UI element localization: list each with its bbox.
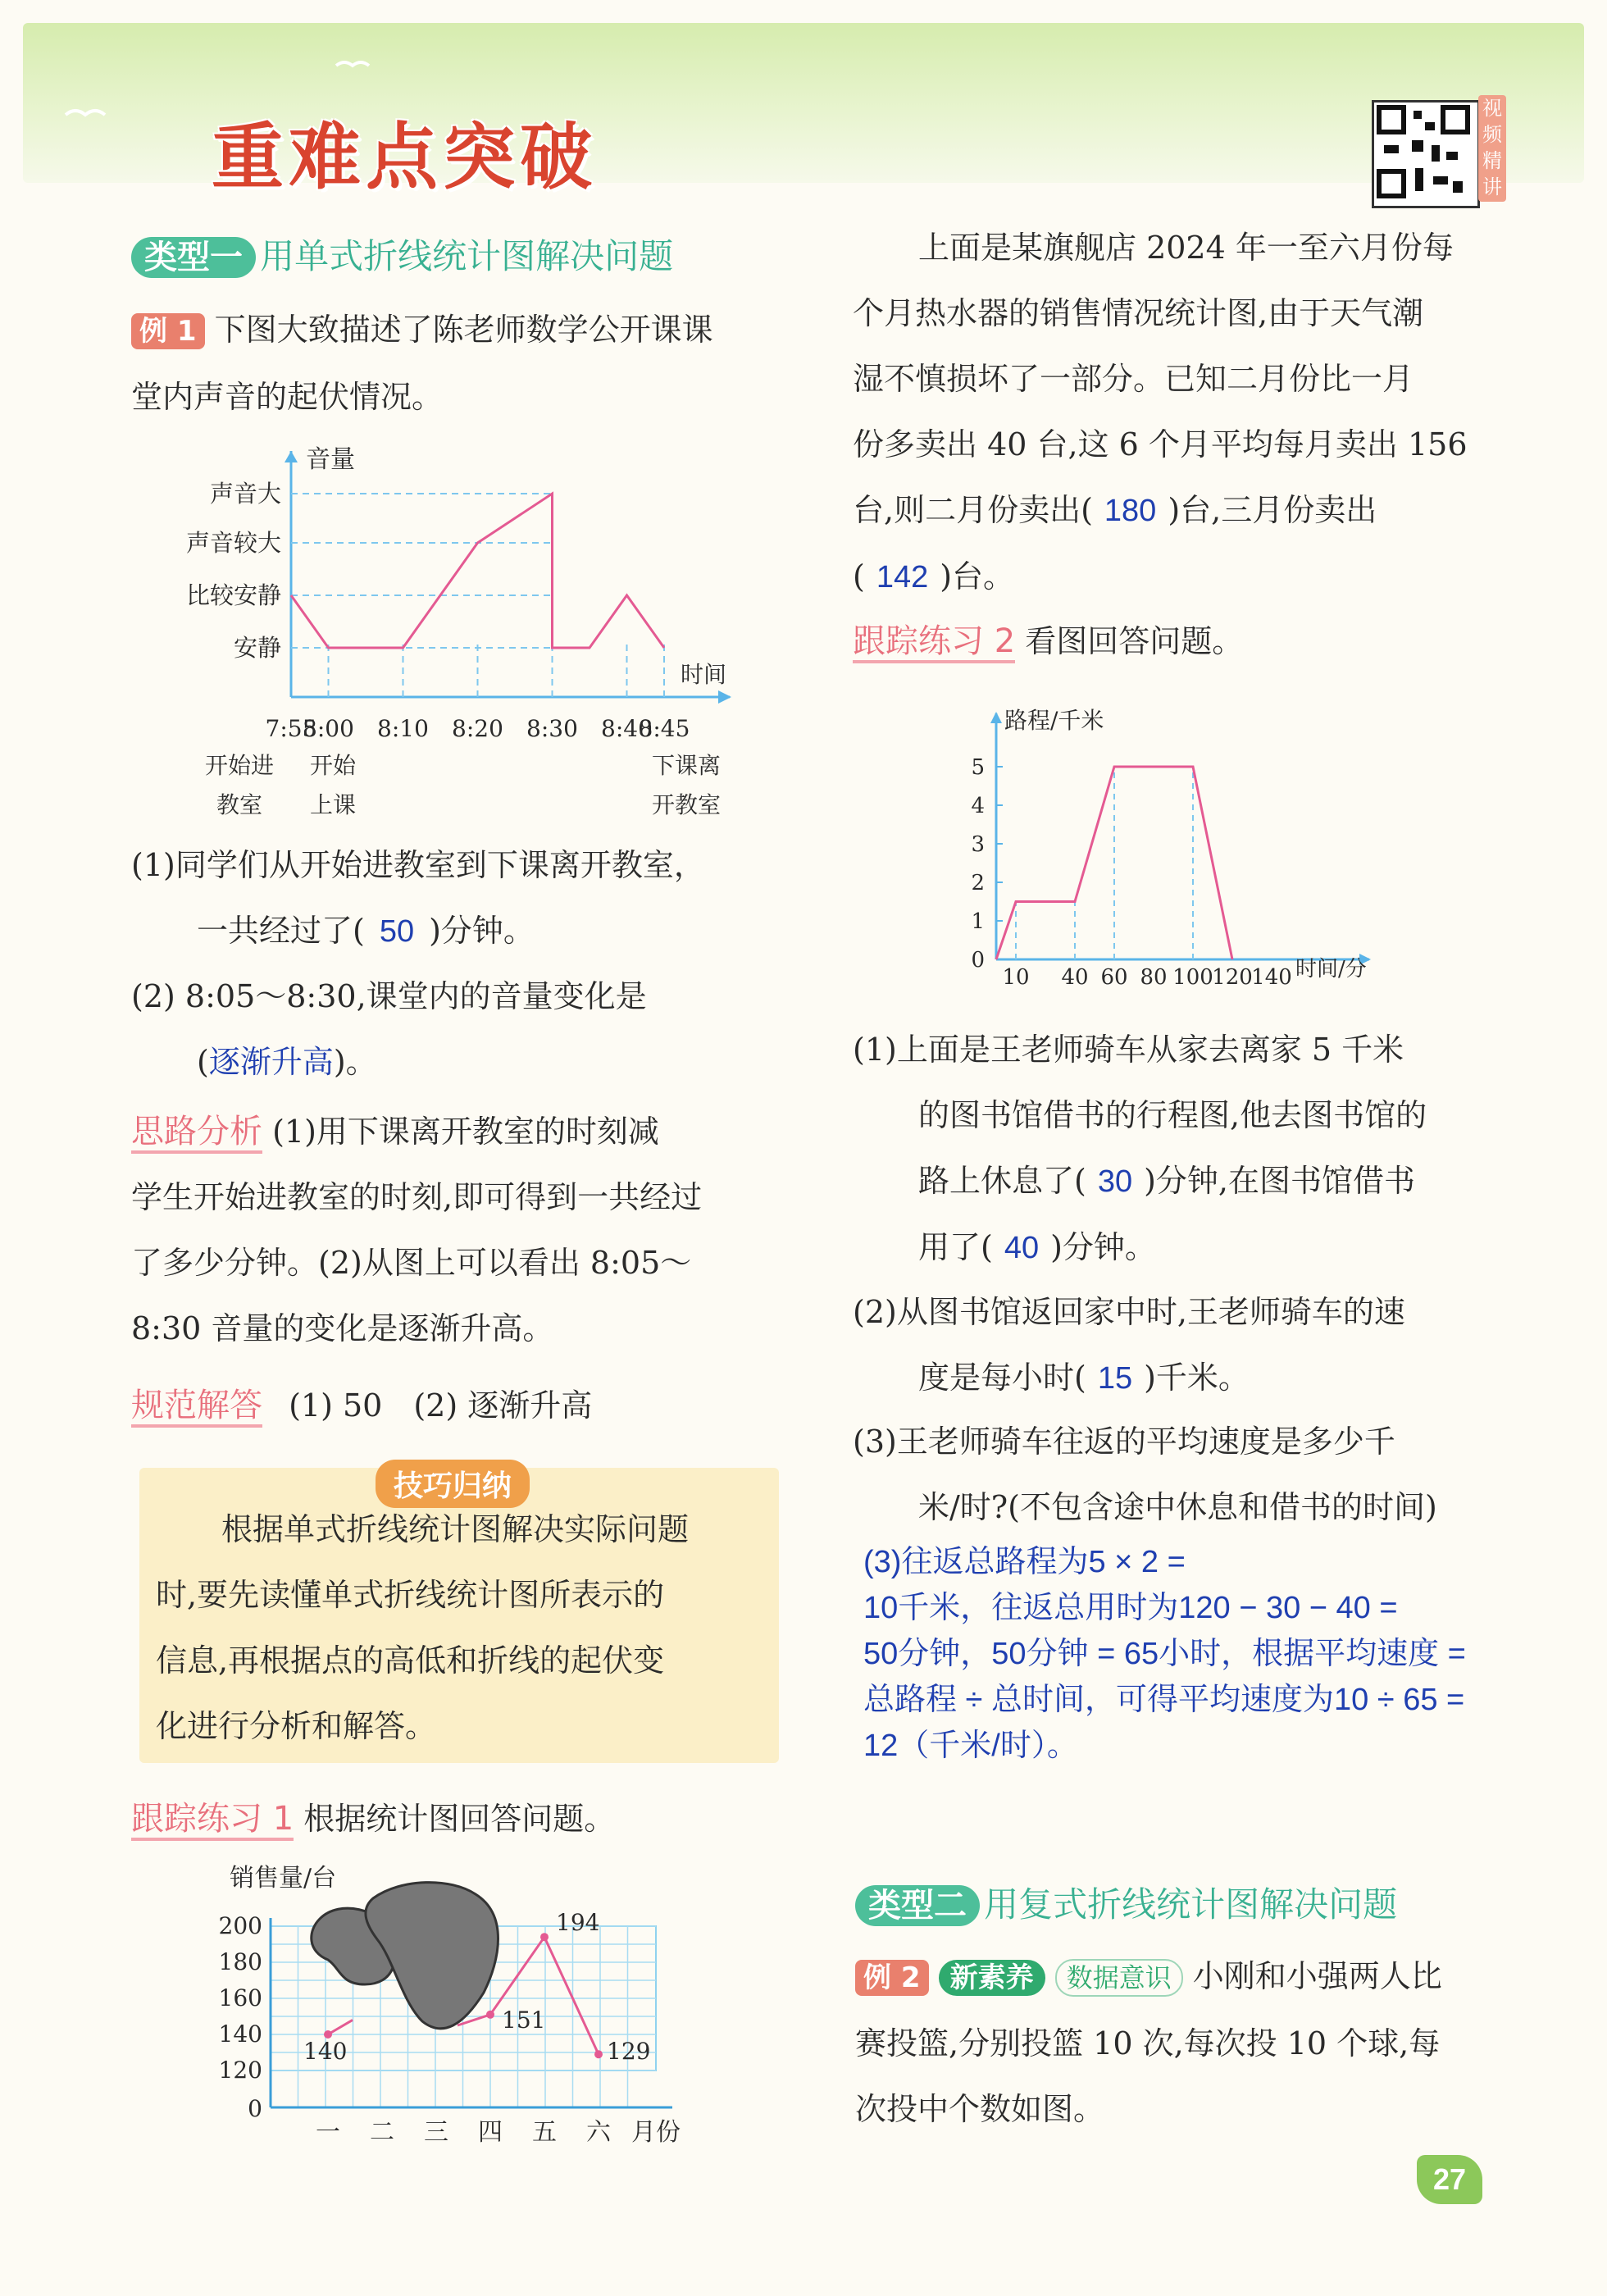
tip-head: 技巧归纳	[376, 1460, 530, 1508]
data-label: 151	[502, 2006, 546, 2034]
y-tick-label: 5	[971, 755, 985, 780]
y-tick-label: 160	[218, 1984, 262, 2011]
data-label: 194	[556, 1909, 600, 1937]
x-axis-label: 时间	[681, 661, 727, 688]
x-axis-label: 月份	[631, 2118, 681, 2147]
x-tick-label: 四	[478, 2118, 503, 2147]
y-axis-arrow	[990, 712, 1002, 723]
right-q2: (2)从图书馆返回家中时,王老师骑车的速 度是每小时( 15 )千米。	[853, 1294, 1405, 1396]
practice1-head: 跟踪练习 1	[131, 1800, 294, 1841]
type2-heading	[855, 1878, 1397, 1927]
tip-text: 根据单式折线统计图解决实际问题 时,要先读懂单式折线统计图所表示的 信息,再根据点的高低和折线的起伏变 化进行分析和解答。	[156, 1511, 690, 1744]
practice1-heading: 跟踪练习 1 根据统计图回答问题。	[131, 1786, 804, 1852]
answer-180: 180	[1104, 494, 1157, 528]
sales-line-fragment	[328, 2020, 353, 2034]
y-level-label: 安静	[233, 634, 281, 662]
x-tick-label: 二	[370, 2118, 394, 2147]
analysis-block: 思路分析 (1)用下课离开教室的时刻减 学生开始进教室的时刻,即可得到一共经过 了多少分钟。(2)从图上可以看出 8:05～ 8:30 音量的变化是逐渐升高。	[131, 1113, 703, 1346]
type2-title: 用复式折线统计图解决问题	[984, 1884, 1398, 1925]
question1: (1)同学们从开始进教室到下课离开教室， 一共经过了( 50 )分钟。	[131, 847, 705, 949]
example1-line2: 堂内声音的起伏情况。	[131, 379, 444, 415]
damaged-area	[366, 1883, 498, 2029]
y-tick-label: 4	[971, 794, 985, 818]
x-tick-label: 40	[1061, 965, 1089, 990]
x-tick-label: 140	[1251, 965, 1292, 990]
y-tick-label: 3	[971, 832, 985, 857]
data-awareness-badge: 数据意识	[1055, 1959, 1183, 1997]
y-level-label: 声音大	[209, 480, 281, 508]
y-tick-label: 140	[218, 2020, 262, 2048]
data-label: 140	[303, 2038, 348, 2065]
answer-15: 15	[1097, 1361, 1133, 1396]
x-axis-arrow	[718, 690, 731, 704]
x-tick-label: 三	[424, 2118, 448, 2147]
note-start-class: 开始 上课	[310, 752, 357, 818]
x-tick-label: 100	[1172, 965, 1213, 990]
answer-40: 40	[1004, 1231, 1040, 1265]
x-tick-label: 120	[1212, 965, 1253, 990]
answer-rising: 逐渐升高	[208, 1046, 334, 1080]
literacy-badge: 新素养	[939, 1960, 1045, 1996]
page-number: 27	[1417, 2155, 1482, 2204]
sales-line-segment	[544, 1937, 599, 2054]
x-tick-label: 一	[316, 2118, 340, 2147]
sales-chart	[205, 1861, 730, 2148]
y-tick-label: 2	[971, 871, 985, 895]
example1-text	[131, 297, 787, 430]
x-tick-label: 8:00	[303, 715, 354, 742]
standard-answer-head: 规范解答	[131, 1387, 262, 1428]
y-tick-label: 0	[971, 948, 985, 973]
x-tick-label: 六	[586, 2118, 611, 2147]
example1-line1: 下图大致描述了陈老师数学公开课课	[214, 312, 713, 348]
type1-heading	[131, 230, 673, 279]
y-level-label: 比较安静	[185, 581, 281, 609]
y-axis-label: 路程/千米	[1004, 707, 1104, 734]
example2-text: 例 2 新素养 数据意识 小刚和小强两人比 赛投篮,分别投篮 10 次,每次投 10 个球,每 次投中个数如图。	[855, 1958, 1442, 2127]
y-tick-label: 180	[218, 1948, 262, 1975]
answer-50: 50	[379, 914, 415, 949]
practice2-heading: 跟踪练习 2 看图回答问题。	[853, 608, 1541, 674]
standard-answer: 规范解答 (1) 50 (2) 逐渐升高	[131, 1373, 804, 1438]
video-label: 视频精讲	[1478, 95, 1506, 202]
example1-tag: 例 1	[131, 313, 205, 349]
x-tick-label: 8:20	[452, 715, 503, 742]
page-title: 重难点突破	[212, 115, 598, 199]
y-tick-label: 200	[218, 1912, 262, 1939]
right-q1: (1)上面是王老师骑车从家去离家 5 千米 的图书馆借书的行程图,他去图书馆的 路上休息了( 30 )分钟,在图书馆借书 用了( 40 )分钟。	[853, 1032, 1427, 1265]
right-q3: (3)王老师骑车往返的平均速度是多少千 米/时?(不包含途中休息和借书的时间)	[853, 1424, 1437, 1525]
type1-tag: 类型一	[131, 237, 256, 278]
x-tick-label: 8:45	[638, 715, 690, 742]
y-tick-label: 120	[218, 2057, 262, 2084]
note-start-enter: 开始进 教室	[205, 752, 275, 818]
question2: (2) 8:05～8:30,课堂内的音量变化是 (逐渐升高)。	[131, 978, 647, 1080]
q3-answer: (3)往返总路程为5 × 2 = 10千米，往返总用时为120 − 30 − 40 = 50分钟，50分钟 = 65小时，根据平均速度 = 总路程 ÷ 总时间，可得平均速度为10 ÷ 65 = 12（千米/时）。	[863, 1545, 1466, 1763]
x-tick-label: 7:55	[265, 715, 317, 742]
y-level-label: 声音较大	[185, 529, 281, 557]
x-tick-label: 60	[1100, 965, 1128, 990]
type1-title: 用单式折线统计图解决问题	[260, 236, 674, 276]
answer-142: 142	[876, 560, 929, 594]
sound-line	[291, 494, 664, 648]
analysis-head: 思路分析	[131, 1113, 262, 1154]
y-axis-label: 音量	[306, 445, 355, 474]
note-end-class: 下课离 开教室	[652, 752, 722, 818]
x-tick-label: 8:10	[377, 715, 429, 742]
sales-point	[594, 2050, 603, 2058]
x-tick-label: 8:40	[601, 715, 653, 742]
distance-chart	[959, 697, 1418, 992]
practice2-head: 跟踪练习 2	[853, 622, 1015, 663]
y-axis-arrow	[285, 451, 298, 462]
answer-30: 30	[1097, 1164, 1133, 1199]
y-tick-label: 0	[248, 2095, 262, 2122]
qr-code-icon[interactable]	[1372, 100, 1480, 208]
sales-point	[540, 1933, 549, 1941]
x-tick-label: 10	[1002, 965, 1030, 990]
y-tick-label: 1	[971, 909, 985, 934]
y-axis-label: 销售量/台	[230, 1864, 337, 1893]
sales-point	[486, 2011, 494, 2019]
x-tick-label: 80	[1140, 965, 1168, 990]
example2-tag: 例 2	[855, 1960, 929, 1996]
data-label: 129	[607, 2038, 651, 2066]
sales-problem: 上面是某旗舰店 2024 年一至六月份每 个月热水器的销售情况统计图,由于天气潮 湿不慎损坏了一部分。已知二月份比一月 份多卖出 40 台,这 6 个月平均每月卖出 156 台,则二月份卖出( 180 )台,三月份卖出 ( 142 )台。	[853, 230, 1468, 594]
type2-tag: 类型二	[855, 1885, 980, 1926]
x-tick-label: 五	[532, 2118, 557, 2147]
x-tick-label: 8:30	[526, 715, 578, 742]
x-axis-label: 时间/分	[1295, 957, 1367, 982]
